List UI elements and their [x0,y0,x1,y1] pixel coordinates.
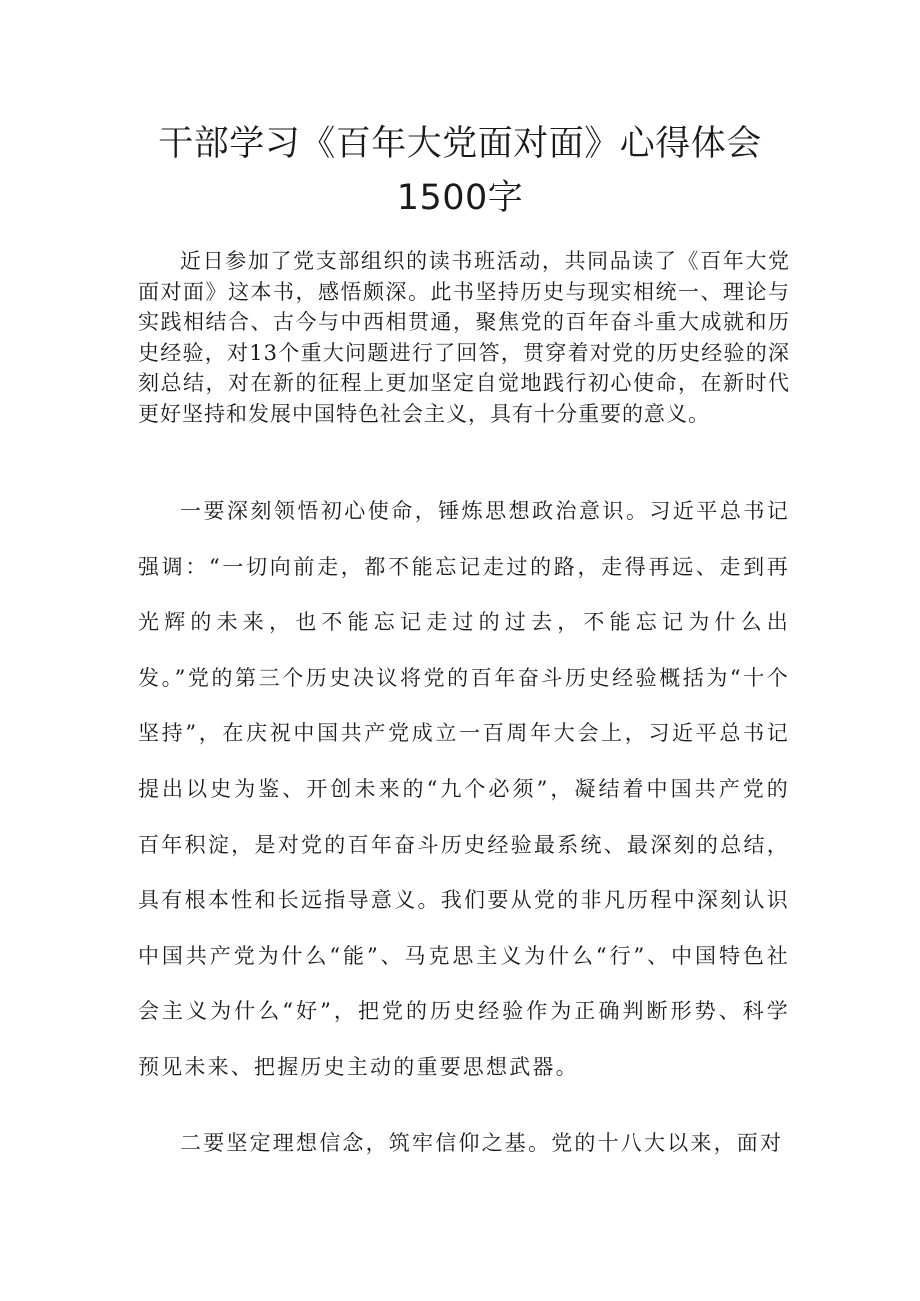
paragraph-intro: 近日参加了党支部组织的读书班活动，共同品读了《百年大党面对面》这本书，感悟颇深。此书坚持历史与现实相统一、理论与实践相结合、古今与中西相贯通，聚焦党的百年奋斗重大成就和历史经验，对13个重大问题进行了回答，贯穿着对党的历史经验的深刻总结，对在新的征程上更加坚定自觉地践行初心使命，在新时代更好坚持和发展中国特色社会主义，具有十分重要的意义。 [138,249,790,426]
document-title: 干部学习《百年大党面对面》心得体会 [158,124,762,164]
paragraph-point-one: 一要深刻领悟初心使命，锤炼思想政治意识。习近平总书记强调：“一切向前走，都不能忘记走过的路，走得再远、走到再光辉的未来，也不能忘记走过的过去，不能忘记为什么出发。”党的第三个历史决议将党的百年奋斗历史经验概括为“十个坚持”，在庆祝中国共产党成立一百周年大会上，习近平总书记提出以史为鉴、开创未来的“九个必须”，凝结着中国共产党的百年积淀，是对党的百年奋斗历史经验最系统、最深刻的总结，具有根本性和长远指导意义。我们要从党的非凡历程中深刻认识中国共产党为什么“能”、马克思主义为什么“行”、中国特色社会主义为什么“好”，把党的历史经验作为正确判断形势、科学预见未来、把握历史主动的重要思想武器。 [138,499,790,1079]
paragraph-point-two: 二要坚定理想信念，筑牢信仰之基。党的十八大以来，面对 [180,1131,784,1155]
document-subtitle: 1500字 [396,178,524,218]
